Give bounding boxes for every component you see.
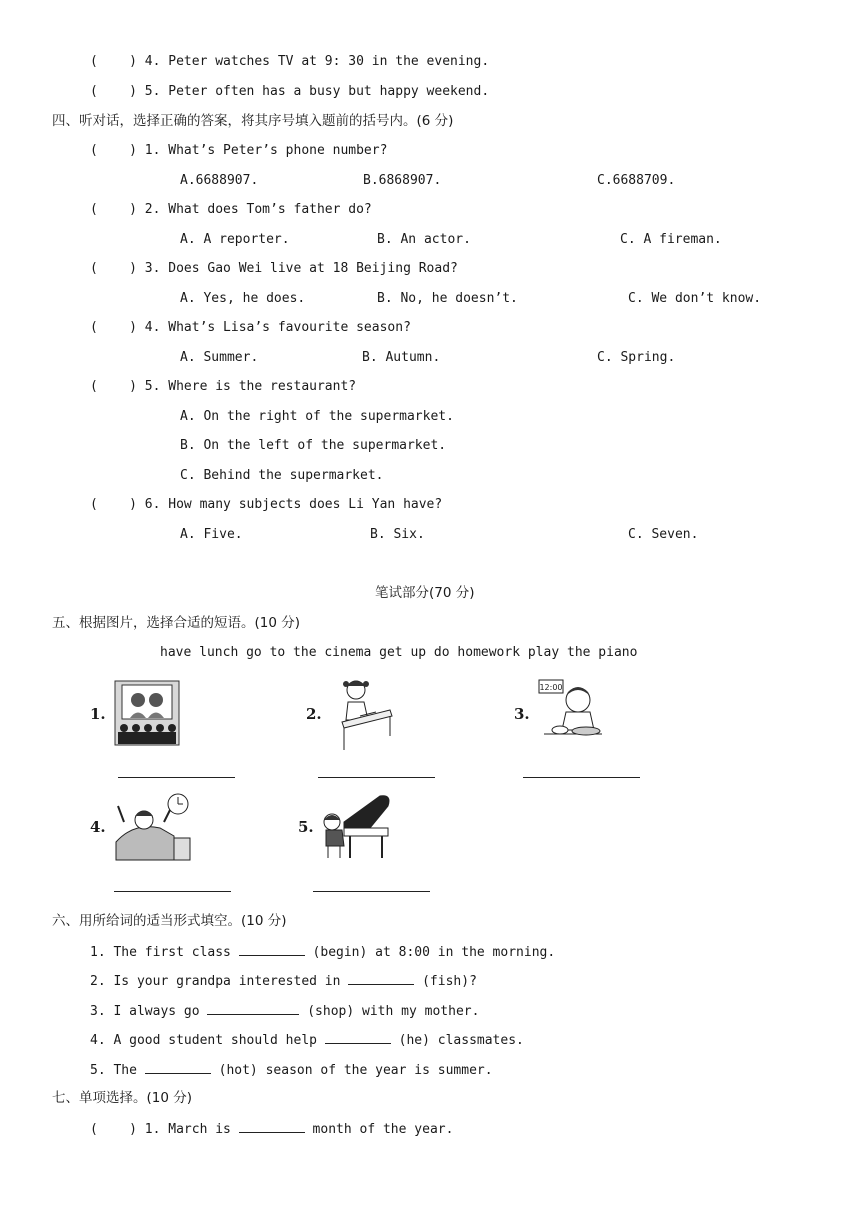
p4-q6-b: B. Six. [370, 527, 425, 542]
p6-item-1-pre: 1. The first class [90, 945, 239, 960]
fill-blank-2[interactable] [348, 972, 414, 985]
p6-item-1 [90, 943, 555, 961]
phrase-bank: have lunch go to the cinema get up do homework play the piano [160, 645, 638, 660]
p4-q6: ( ) 6. How many subjects does Li Yan have? [90, 497, 443, 512]
p7-q1-pre: ( ) 1. March is [90, 1122, 239, 1137]
section-6-heading: 六、用所给词的适当形式填空。(10 分) [52, 913, 287, 929]
p4-q1-b: B.6868907. [363, 173, 442, 188]
picture-label-3: 3. [514, 705, 530, 723]
p6-item-5 [90, 1061, 493, 1079]
get-up-picture [114, 792, 192, 862]
p4-q1: ( ) 1. What’s Peter’s phone number? [90, 143, 388, 158]
p6-item-2 [90, 972, 477, 990]
p6-item-3-pre: 3. I always go [90, 1004, 208, 1019]
p4-q3-a: A. Yes, he does. [180, 291, 306, 306]
p4-q6-a: A. Five. [180, 527, 243, 542]
cinema-picture [114, 680, 180, 746]
p4-q3-b: B. No, he doesn’t. [377, 291, 518, 306]
p6-item-3-post: (shop) with my mother. [299, 1004, 480, 1019]
p4-q2-a: A. A reporter. [180, 232, 290, 247]
picture-label-2: 2. [306, 705, 322, 723]
p4-q4-c: C. Spring. [597, 350, 676, 365]
p6-item-2-pre: 2. Is your grandpa interested in [90, 974, 349, 989]
picture-label-1: 1. [90, 705, 106, 723]
p6-item-5-post: (hot) season of the year is summer. [210, 1063, 493, 1078]
answer-line-1[interactable] [118, 777, 235, 778]
p4-q3-c: C. We don’t know. [628, 291, 762, 306]
section-5-heading: 五、根据图片，选择合适的短语。(10 分) [52, 615, 301, 631]
lunch-picture [538, 678, 604, 748]
fill-blank-4[interactable] [325, 1031, 391, 1044]
p4-q5-b: B. On the left of the supermarket. [180, 438, 447, 453]
p3-q4: ( ) 4. Peter watches TV at 9: 30 in the evening. [90, 54, 490, 69]
p3-q5: ( ) 5. Peter often has a busy but happy weekend. [90, 84, 490, 99]
fill-blank-3[interactable] [207, 1002, 299, 1015]
piano-picture [320, 792, 392, 862]
p4-q5: ( ) 5. Where is the restaurant? [90, 379, 357, 394]
section-7-heading: 七、单项选择。(10 分) [52, 1090, 193, 1106]
p6-item-4 [90, 1031, 524, 1049]
fill-blank-1[interactable] [239, 943, 305, 956]
p4-q2-c: C. A fireman. [620, 232, 722, 247]
p4-q5-c: C. Behind the supermarket. [180, 468, 384, 483]
p7-q1 [90, 1120, 453, 1138]
p4-q4-a: A. Summer. [180, 350, 259, 365]
answer-line-4[interactable] [114, 891, 231, 892]
p6-item-3 [90, 1002, 479, 1020]
choice-blank-1[interactable] [239, 1120, 305, 1133]
p4-q1-c: C.6688709. [597, 173, 676, 188]
p4-q4-b: B. Autumn. [362, 350, 441, 365]
p6-item-5-pre: 5. The [90, 1063, 145, 1078]
p6-item-2-post: (fish)? [414, 974, 477, 989]
answer-line-3[interactable] [523, 777, 640, 778]
p4-q1-a: A.6688907. [180, 173, 259, 188]
p4-q4: ( ) 4. What’s Lisa’s favourite season? [90, 320, 411, 335]
picture-label-4: 4. [90, 818, 106, 836]
answer-line-5[interactable] [313, 891, 430, 892]
p7-q1-post: month of the year. [304, 1122, 454, 1137]
clock-text: 12:00 [539, 683, 563, 692]
p4-q2: ( ) 2. What does Tom’s father do? [90, 202, 372, 217]
answer-line-2[interactable] [318, 777, 435, 778]
p6-item-4-pre: 4. A good student should help [90, 1033, 325, 1048]
fill-blank-5[interactable] [145, 1061, 211, 1074]
section-4-heading: 四、听对话，选择正确的答案，将其序号填入题前的括号内。(6 分) [52, 113, 454, 129]
p4-q6-c: C. Seven. [628, 527, 699, 542]
p4-q5-a: A. On the right of the supermarket. [180, 409, 454, 424]
p6-item-1-post: (begin) at 8:00 in the morning. [304, 945, 556, 960]
p4-q3: ( ) 3. Does Gao Wei live at 18 Beijing Road? [90, 261, 458, 276]
picture-label-5: 5. [298, 818, 314, 836]
p6-item-4-post: (he) classmates. [390, 1033, 524, 1048]
p4-q2-b: B. An actor. [377, 232, 471, 247]
homework-picture [326, 676, 396, 752]
written-part-title: 笔试部分(70 分) [375, 585, 475, 601]
